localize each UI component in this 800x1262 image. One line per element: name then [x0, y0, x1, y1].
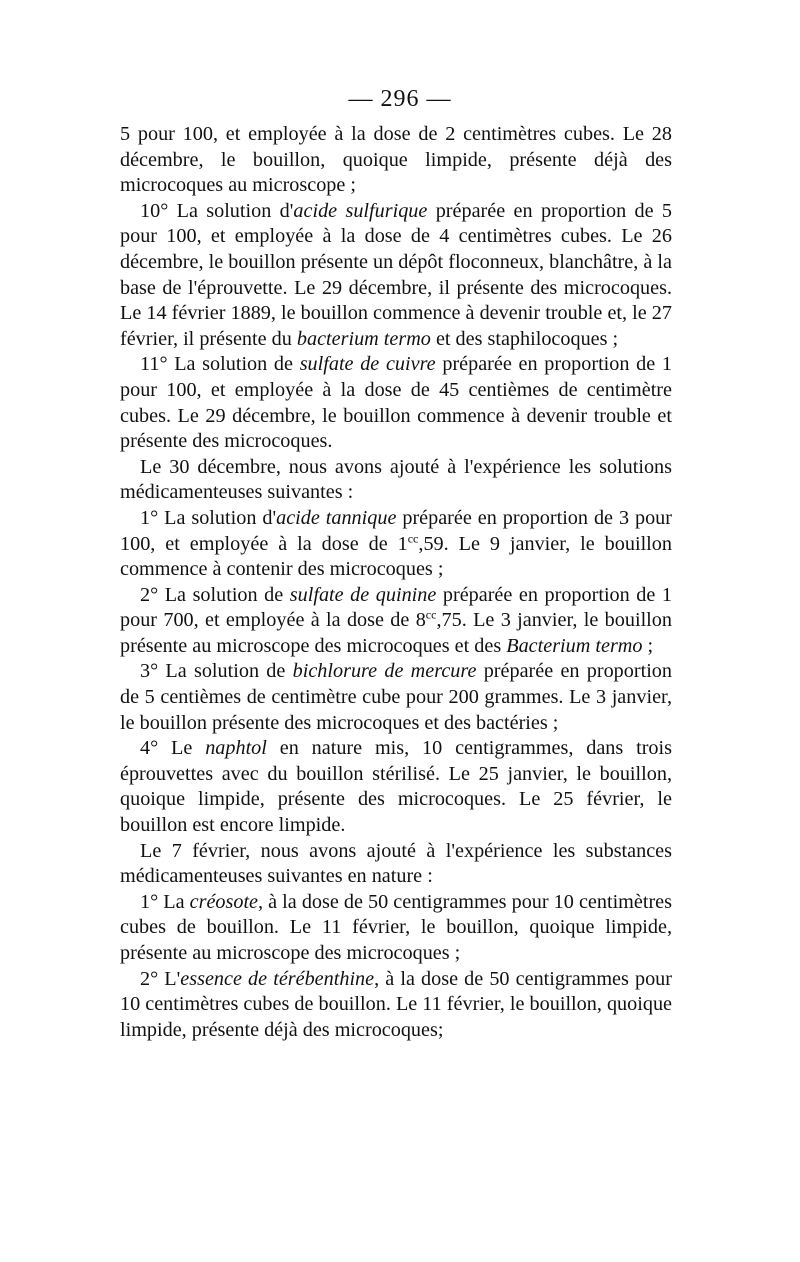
text-run: 10° La solution d': [140, 199, 294, 222]
text-run: , à la dose de 50 centigrammes pour 10 centimètres cubes de bouillon. Le 11 février, le bouillon, quoique limpide, présente déjà des microcoques;: [120, 967, 672, 1041]
text-run: ,59. Le 9 janvier, le bouillon commence à contenir des microcoques ;: [120, 532, 672, 581]
italic-term: acide tannique: [276, 506, 397, 529]
italic-term: Bacterium termo: [506, 634, 643, 657]
paragraph: [120, 659, 672, 736]
italic-term: sulfate de quinine: [289, 583, 437, 606]
text-run: préparée en proportion de 5 centièmes de centimètre cube pour 200 grammes. Le 3 janvier, le bouillon présente des microcoques et des bactéries ;: [120, 660, 672, 734]
text-run: 5 pour 100, et employée à la dose de 2 centimètres cubes. Le 28 décembre, le bouillon, quoique limpide, présente déjà des microcoques au microscope ;: [120, 123, 672, 197]
text-run: 11° La solution de: [140, 353, 300, 376]
text-run: préparée en proportion de 1 pour 100, et employée à la dose de 45 centièmes de centimètre cubes. Le 29 décembre, le bouillon commence à devenir trouble et présente des microcoques.: [120, 353, 673, 453]
paragraph: [120, 506, 672, 583]
superscript: cc: [407, 530, 419, 545]
paragraph: [120, 736, 672, 838]
text-run: 3° La solution de: [140, 660, 293, 683]
text-run: 1° La solution d': [140, 506, 277, 529]
text-run: 1° La: [140, 890, 190, 913]
paragraph: [120, 455, 672, 506]
text-run: préparée en proportion de 1 pour 700, et employée à la dose de 8: [120, 583, 672, 632]
italic-term: bichlorure de mercure: [292, 660, 477, 683]
text-run: et des staphilocoques ;: [430, 327, 619, 350]
italic-term: naphtol: [205, 737, 267, 760]
paragraph: [120, 199, 672, 353]
text-run: 4° Le: [140, 737, 206, 760]
paragraph: [120, 839, 672, 890]
paragraph: [120, 583, 672, 660]
text-run: 2° L': [140, 967, 181, 990]
italic-term: sulfate de cuivre: [299, 353, 436, 376]
paragraph: [120, 967, 672, 1044]
italic-term: acide sulfurique: [293, 199, 428, 222]
text-run: préparée en proportion de 3 pour 100, et employée à la dose de 1: [120, 506, 672, 555]
paragraph: [120, 352, 672, 454]
text-run: , à la dose de 50 centigrammes pour 10 centimètres cubes de bouillon. Le 11 février, le bouillon, quoique limpide, présente au microscope des microcoques ;: [120, 890, 672, 964]
italic-term: essence de térébenthine: [180, 967, 375, 990]
page-body: [120, 122, 672, 1043]
page-number: — 296 —: [348, 86, 452, 112]
text-run: préparée en proportion de 5 pour 100, et employée à la dose de 4 centimètres cubes. Le 26 décembre, le bouillon présente un dépôt floconneux, blanchâtre, à la base de l'éprouvette. Le 29 décembre, il présente des microcoques. Le 14 février 1889, le bouillon commence à devenir trouble et, le 27 février, il présente du: [120, 199, 673, 350]
text-run: 2° La solution de: [140, 583, 290, 606]
text-run: Le 30 décembre, nous avons ajouté à l'expérience les solutions médicamenteuses suivantes :: [120, 455, 672, 504]
italic-term: créosote: [189, 890, 259, 913]
superscript: cc: [425, 607, 437, 622]
paragraph: [120, 122, 672, 199]
text-run: ;: [642, 634, 654, 657]
text-run: Le 7 février, nous avons ajouté à l'expérience les substances médicamenteuses suivantes en nature :: [120, 839, 672, 888]
text-run: en nature mis, 10 centigrammes, dans trois éprouvettes avec du bouillon stérilisé. Le 25 janvier, le bouillon, quoique limpide, présente des microcoques. Le 25 février, le bouillon est encore limpide.: [120, 737, 672, 837]
text-run: ,75. Le 3 janvier, le bouillon présente au microscope des microcoques et des: [120, 609, 672, 657]
paragraph: [120, 890, 672, 967]
italic-term: bacterium termo: [296, 327, 431, 350]
